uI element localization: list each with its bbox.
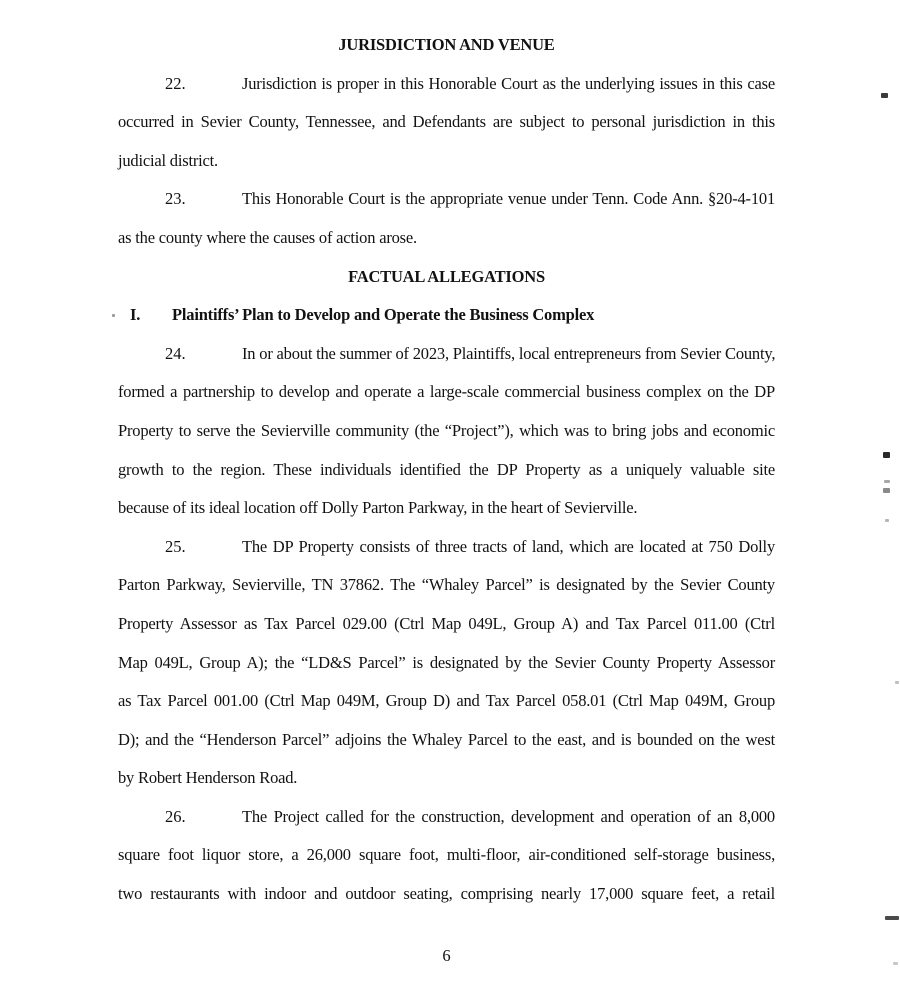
scan-artifact [883, 488, 890, 493]
paragraph-line: formed a partnership to develop and operate a large-scale commercial business complex on the DP [118, 382, 775, 402]
paragraph-number: 26. [165, 806, 186, 826]
paragraph-line: 22. Jurisdiction is proper in this Honorable Court as the underlying issues in this case [118, 65, 775, 104]
paragraph-line: because of its ideal location off Dolly Parton Parkway, in the heart of Sevierville. [118, 498, 638, 518]
paragraph-line: as Tax Parcel 001.00 (Ctrl Map 049M, Group D) and Tax Parcel 058.01 (Ctrl Map 049M, Group [118, 691, 775, 711]
page-number: 6 [442, 946, 451, 965]
paragraph-22 [118, 65, 775, 181]
paragraph-line: square foot liquor store, a 26,000 square foot, multi-floor, air-conditioned self-storage business, [118, 845, 775, 865]
paragraph-25 [118, 528, 775, 798]
scan-artifact [881, 93, 888, 98]
paragraph-line: as the county where the causes of action arose. [118, 227, 417, 247]
scan-artifact [893, 962, 898, 965]
paragraph-23 [118, 180, 775, 257]
paragraph-line: Property Assessor as Tax Parcel 029.00 (Ctrl Map 049L, Group A) and Tax Parcel 011.00 (Ctrl [118, 613, 775, 633]
paragraph-line: 26. The Project called for the construction, development and operation of an 8,000 [118, 798, 775, 837]
scan-artifact [883, 452, 890, 458]
paragraph-line: judicial district. [118, 150, 218, 170]
scan-artifact [885, 519, 889, 522]
paragraph-line: two restaurants with indoor and outdoor seating, comprising nearly 17,000 square feet, a retail [118, 884, 775, 904]
paragraph-line: Parton Parkway, Sevierville, TN 37862. The “Whaley Parcel” is designated by the Sevier County [118, 575, 775, 595]
scan-artifact [885, 916, 899, 920]
scan-artifact [895, 681, 899, 684]
heading-factual-allegations: FACTUAL ALLEGATIONS [348, 266, 545, 286]
paragraph-24 [118, 335, 775, 528]
document-body [118, 26, 775, 914]
paragraph-number: 22. [165, 73, 186, 93]
paragraph-number: 25. [165, 536, 186, 556]
paragraph-line: 23. This Honorable Court is the appropriate venue under Tenn. Code Ann. §20-4-101 [118, 180, 775, 219]
paragraph-number: 23. [165, 189, 186, 209]
paragraph-line: Map 049L, Group A); the “LD&S Parcel” is designated by the Sevier County Property Assessor [118, 652, 775, 672]
paragraph-line: occurred in Sevier County, Tennessee, and Defendants are subject to personal jurisdiction in this [118, 112, 775, 132]
scan-artifact [112, 314, 115, 317]
paragraph-line: growth to the region. These individuals identified the DP Property as a uniquely valuable site [118, 459, 775, 479]
paragraph-number: 24. [165, 343, 186, 363]
paragraph-line: D); and the “Henderson Parcel” adjoins the Whaley Parcel to the east, and is bounded on the west [118, 729, 775, 749]
heading-jurisdiction-and-venue: JURISDICTION AND VENUE [338, 35, 555, 54]
paragraph-line: by Robert Henderson Road. [118, 768, 298, 788]
paragraph-line: Property to serve the Sevierville community (the “Project”), which was to bring jobs and economic [118, 420, 775, 440]
paragraph-26 [118, 798, 775, 914]
paragraph-line: 24. In or about the summer of 2023, Plaintiffs, local entrepreneurs from Sevier County, [118, 335, 775, 374]
section-title: Plaintiffs’ Plan to Develop and Operate the Business Complex [172, 305, 595, 325]
section-numeral: I. [130, 305, 141, 325]
section-heading [118, 296, 775, 335]
paragraph-line: 25. The DP Property consists of three tracts of land, which are located at 750 Dolly [118, 528, 775, 567]
scan-artifact [884, 480, 890, 483]
